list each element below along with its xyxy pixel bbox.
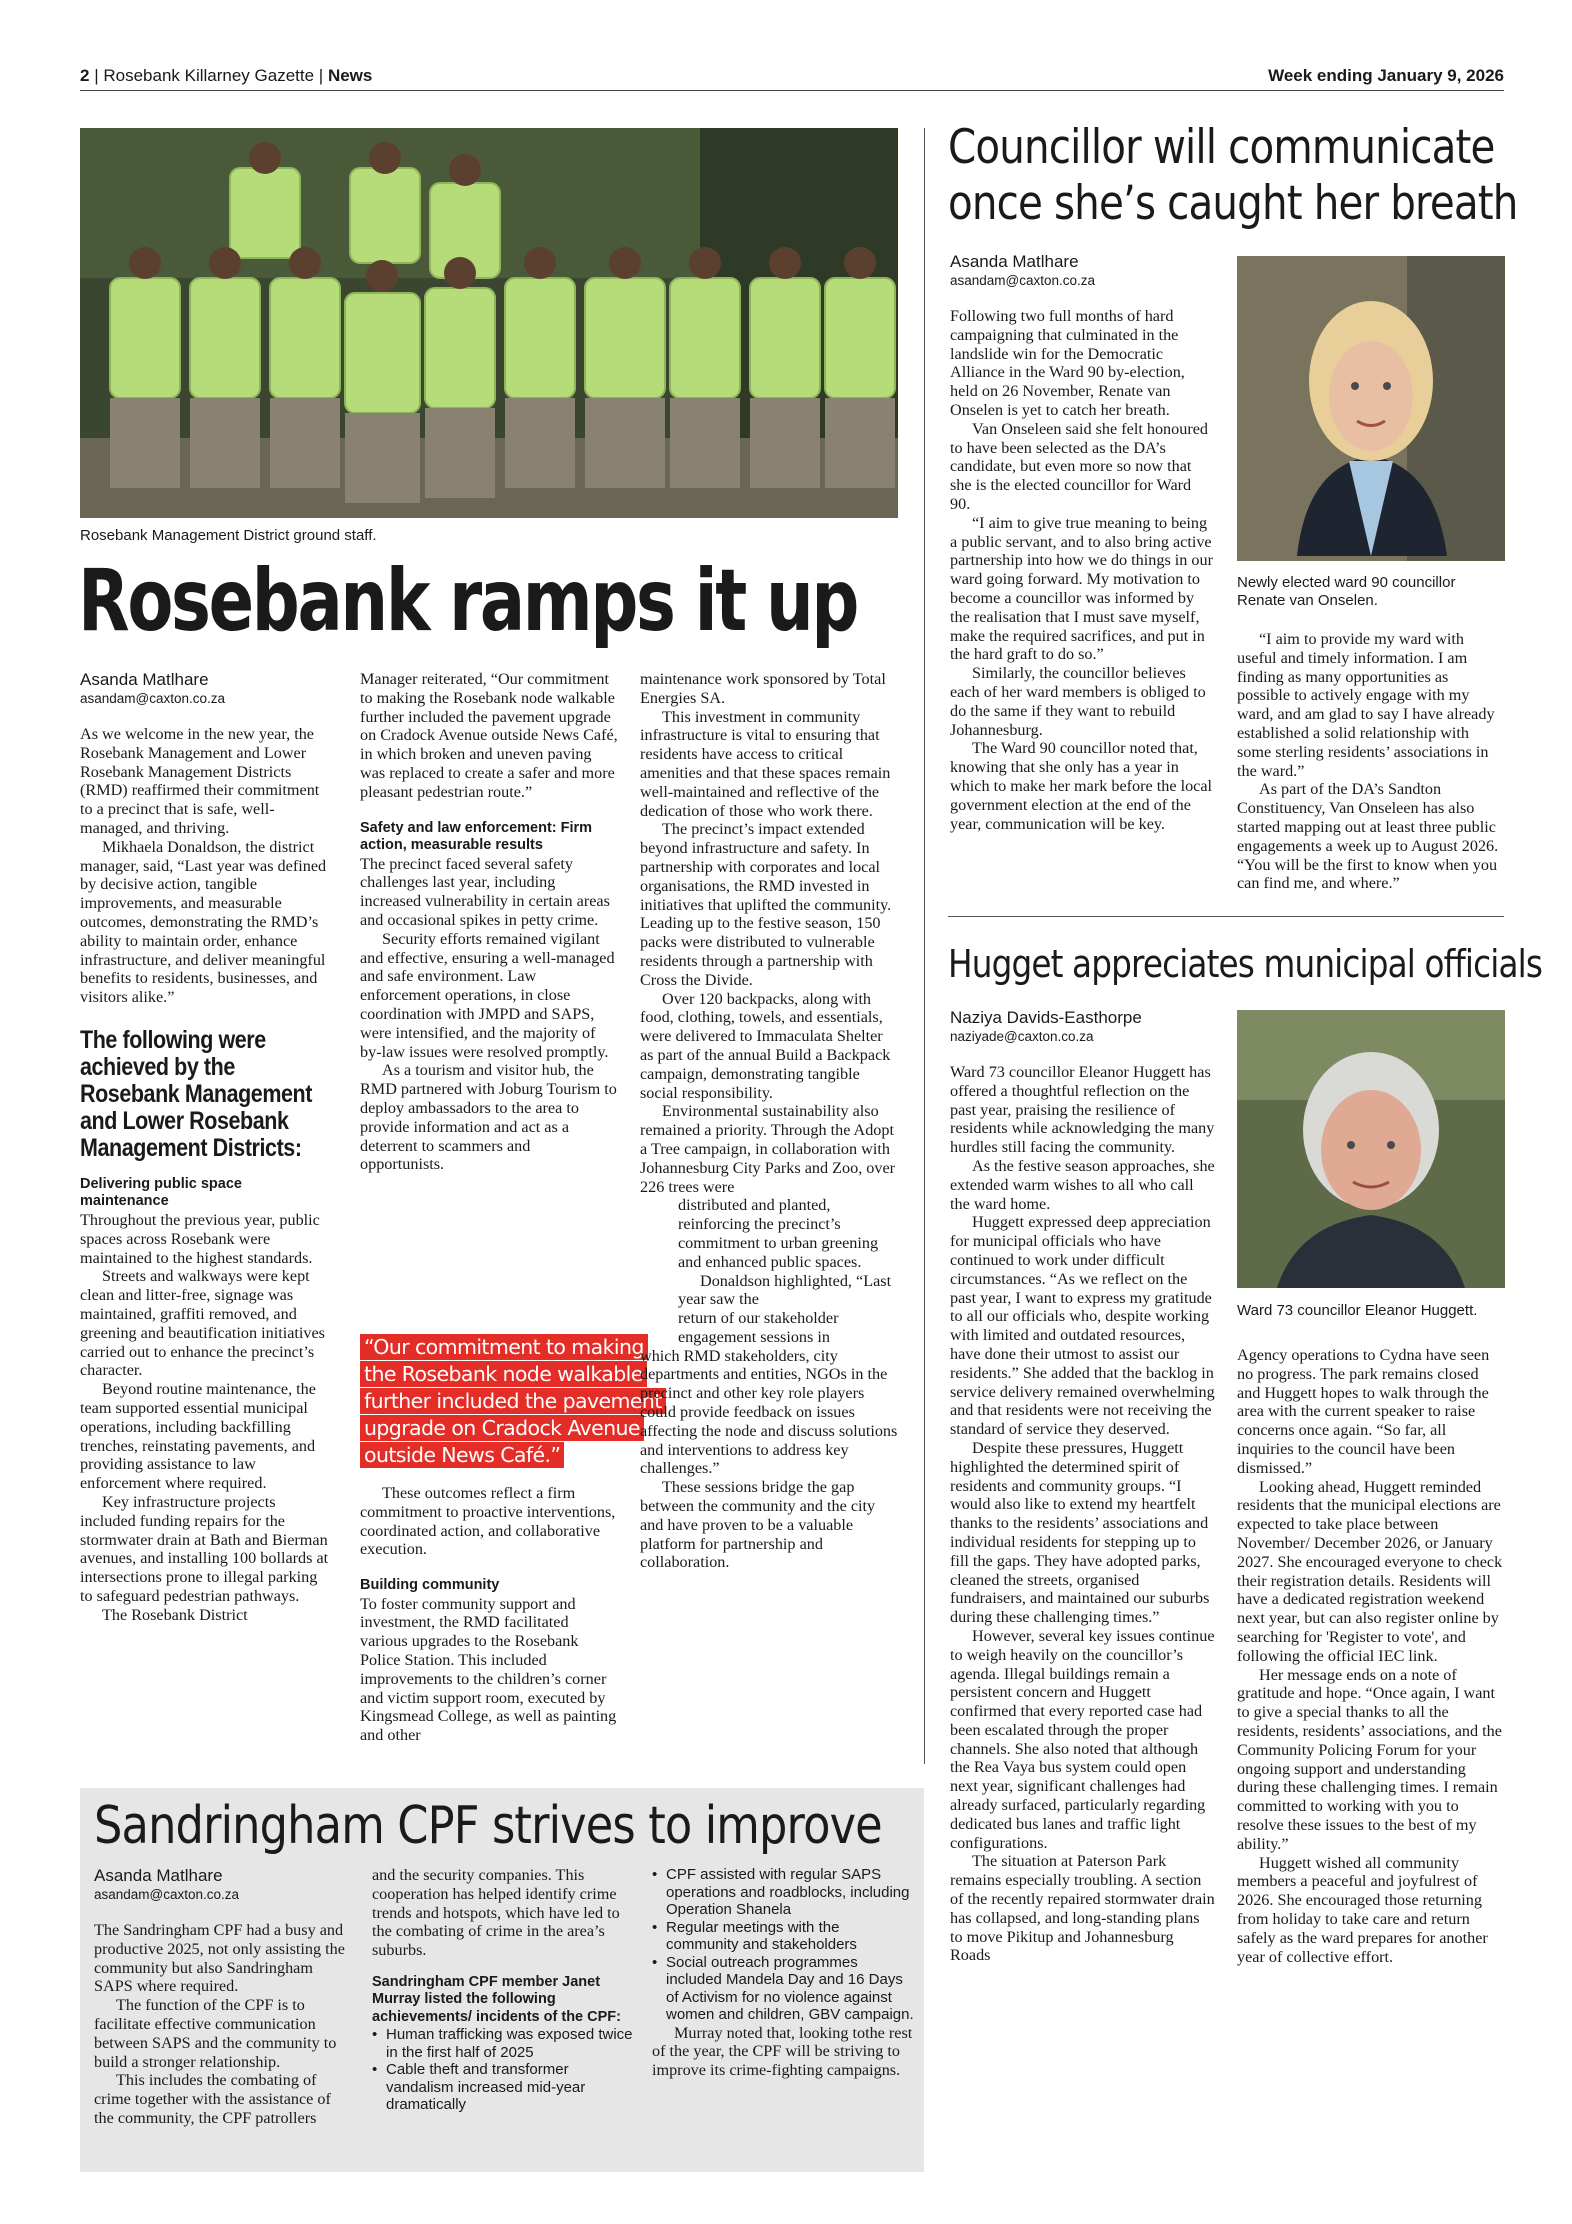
sandringham-column-2 (372, 1866, 634, 2114)
paragraph: Despite these pressures, Huggett highlighted the determined spirit of residents and community groups. “I would also like to extend my heartfelt thanks to the residents’ associations and individual residents for stepping up to fill the gaps. They have adopted parks, cleaned the streets, organised fundraisers, and maintained our suburbs during these challenging times.” (950, 1438, 1210, 1627)
paragraph: “I aim to provide my ward with useful and timely information. I am finding as many opportunities as possible to actively engage with my ward, and am glad to say I have already established a solid relationship with some sterling residents’ associations in the ward.” (1237, 630, 1495, 780)
paragraph: Similarly, the councillor believes each of her ward members is obliged to do the same if they want to rebuild Johannesburg. (950, 664, 1206, 739)
paragraph: However, several key issues continue to weigh heavily on the councillor’s agenda. Illegal buildings remain a persistent concern and Huggett confirmed that every reported case had been escalated through the proper channels. She also noted that although the Rea Vaya bus system could open next year, significant challenges had already surfaced, particularly regarding dedicated bus lanes and traffic light configurations. (950, 1626, 1215, 1852)
sandringham-email: asandam@caxton.co.za (94, 1887, 240, 1902)
rosebank-column-2-lower (360, 1484, 618, 1745)
renate-photo-caption: Newly elected ward 90 councillor Renate van Onselen. (1237, 574, 1456, 609)
rosebank-headline: Rosebank ramps it up (78, 551, 858, 651)
paragraph-line: return of our stakeholder (678, 1309, 839, 1328)
councillor-headline (948, 120, 1518, 232)
paragraph: “I aim to give true meaning to being a public servant, and to also bring active partnership into how we do things in our ward going forward. My motivation to become a councillor was informed by the realisation that I must save myself, make the required sacrifices, and put in the hard graft to do so.” (950, 513, 1214, 664)
huggett-email: naziyade@caxton.co.za (950, 1029, 1094, 1044)
rosebank-column-1 (80, 670, 332, 1624)
councillor-column-1 (950, 252, 1215, 833)
councillor-email: asandam@caxton.co.za (950, 273, 1096, 288)
paragraph: The function of the CPF is to facilitate effective communication between SAPS and the community to build a stronger relationship. (94, 1996, 337, 2071)
eleanor-portrait-photo (1237, 1010, 1505, 1288)
publication-name: Rosebank Killarney Gazette (103, 66, 315, 85)
headline-line-1: Councillor will communicate (948, 120, 1495, 175)
section-heading: Safety and law enforcement: Firm action, measurable results (360, 819, 593, 854)
paragraph: Throughout the previous year, public spaces across Rosebank were maintained to the highest standards. (80, 1210, 320, 1267)
section-heading: Delivering public space maintenance (80, 1175, 242, 1210)
paragraph-line: Donaldson highlighted, “Last year saw the (678, 1271, 892, 1309)
eleanor-photo-caption: Ward 73 councillor Eleanor Huggett. (1237, 1302, 1478, 1319)
page-number: 2 (80, 66, 90, 85)
article-divider (948, 916, 1504, 917)
header-rule (80, 90, 1504, 91)
ground-staff-photo (80, 128, 898, 518)
list-item: • CPF assisted with regular SAPS operations and roadblocks, including Operation Shanela (652, 1866, 914, 1919)
achievements-list-continued (652, 1866, 914, 2024)
paragraph: As a tourism and visitor hub, the RMD partnered with Joburg Tourism to deploy ambassadors to the area to provide information and act as a deterrent to scammers and opportunists. (360, 1061, 617, 1174)
councillor-author: Asanda Matlhare (950, 252, 1079, 271)
list-item: • Human trafficking was exposed twice in the first half of 2025 (372, 2026, 634, 2061)
sandringham-column-3 (652, 1866, 914, 2080)
paragraph: Her message ends on a note of gratitude and hope. “Once again, I want to give a special thanks to all the residents, residents’ associations, and the Community Policing Forum for your ongoing support and understanding during these challenging times. I remain committed to working with you to resolve these issues to the best of my ability.” (1237, 1665, 1502, 1853)
paragraph: The Rosebank District (102, 1605, 248, 1624)
pull-quote-text: “Our commitment to making the Rosebank node walkable further included the pavement upgrade on Cradock Avenue outside News Café.” (360, 1334, 666, 1468)
paragraph: As the festive season approaches, she extended warm wishes to all who call the ward home. (950, 1156, 1215, 1213)
paragraph: Huggett wished all community members a peaceful and joyfulrest of 2026. She encouraged those returning from holiday to take care and return safely as the ward prepares for another year of collective effort. (1237, 1853, 1488, 1966)
paragraph: To foster community support and investment, the RMD facilitated various upgrades to the Rosebank Police Station. This included improvements to the children’s corner and victim support room, executed by Kingsmead College, as well as painting and other (360, 1594, 617, 1745)
paragraph: These sessions bridge the gap between the community and the city and have proven to be a valuable platform for partnership and collaboration. (640, 1478, 876, 1572)
paragraph-line: engagement sessions in (678, 1327, 830, 1346)
paragraph: Huggett expressed deep appreciation for municipal officials who have continued to work under difficult circumstances. “As we reflect on the past year, I want to express my gratitude to all our officials who, despite working with limited and outdated resources, have done their utmost to assist our residents.” She added that the backlog in service delivery remained overwhelming and that residents were not receiving the standard of service they deserved. (950, 1213, 1215, 1439)
pull-quote (360, 1334, 680, 1469)
rosebank-author: Asanda Matlhare (80, 670, 209, 689)
renate-portrait-photo (1237, 256, 1505, 561)
rosebank-email: asandam@caxton.co.za (80, 691, 226, 706)
paragraph: Van Onseleen said she felt honoured to have been selected as the DA’s candidate, but even more so now that she is the elected councillor for Ward 90. (950, 419, 1208, 513)
paragraph: Looking ahead, Huggett reminded residents that the municipal elections are expected to take place between November/ December 2026, or January 2027. She encouraged everyone to check their registration details. Residents will have a dedicated registration weekend next year, but can also register online by searching for 'Register to vote', and following the official IEC link. (1237, 1477, 1503, 1665)
paragraph: Key infrastructure projects included funding repairs for the stormwater drain at Bath and Bierman avenues, and installing 100 bollards at intersections prone to illegal parking to safeguard pedestrian pathways. (80, 1492, 329, 1605)
huggett-column-2 (1237, 1346, 1505, 1966)
rosebank-column-2 (360, 670, 618, 1174)
paragraph: The precinct faced several safety challenges last year, including increased vulnerability in certain areas and occasional spikes in petty crime. (360, 854, 610, 929)
header-left: 2 | Rosebank Killarney Gazette | News (80, 66, 373, 85)
list-item: • Social outreach programmes included Mandela Day and 16 Days of Activism for no violence against women and children, GBV campaign. (652, 1954, 914, 2024)
paragraph: Over 120 backpacks, along with food, clothing, towels, and essentials, were delivered to Immaculata Shelter as part of the annual Build a Backpack campaign, demonstrating tangible social responsibility. (640, 989, 891, 1102)
paragraph: These outcomes reflect a firm commitment to proactive interventions, coordinated action, and collaborative execution. (360, 1484, 616, 1559)
paragraph: Streets and walkways were kept clean and litter-free, signage was maintained, graffiti removed, and greening and beautification initiatives carried out to enhance the precinct’s character. (80, 1267, 325, 1380)
paragraph: As part of the DA’s Sandton Constituency, Van Onseleen has also started mapping out at least three public engagements a week up to August 2026. “You will be the first to know when you can find me, and where.” (1237, 780, 1499, 893)
headline-line-2: once she’s caught her breath (948, 176, 1518, 231)
paragraph: Security efforts remained vigilant and effective, ensuring a well-managed and safe environment. Law enforcement operations, in close coordination with JMPD and SAPS, were intensified, and the majority of by-law issues were resolved promptly. (360, 929, 615, 1061)
section-heading: Sandringham CPF member Janet Murray listed the following achievements/ incidents of the CPF: (372, 1973, 621, 2025)
sandringham-column-1 (94, 1866, 352, 2128)
sandringham-headline: Sandringham CPF strives to improve (94, 1796, 882, 1856)
paragraph: Mikhaela Donaldson, the district manager, said, “Last year was defined by decisive action, tangible improvements, and measurable outcomes, demonstrating the RMD’s ability to maintain order, enhance infrastructure, and deliver meaningful benefits to residents, businesses, and visitors alike.” (80, 837, 327, 1007)
paragraph: Ward 73 councillor Eleanor Huggett has offered a thoughtful reflection on the past year, praising the resilience of residents while acknowledging the many hurdles still facing the community. (950, 1063, 1215, 1157)
list-item: • Cable theft and transformer vandalism increased mid-year dramatically (372, 2061, 634, 2114)
paragraph: Murray noted that, looking tothe rest of the year, the CPF will be striving to improve its crime-fighting campaigns. (652, 2023, 913, 2080)
rosebank-subhead: The following were achieved by the Rosebank Management and Lower Rosebank Management Districts: (80, 1025, 312, 1162)
list-item: • Regular meetings with the community and stakeholders (652, 1919, 914, 1954)
paragraph: The Sandringham CPF had a busy and productive 2025, not only assisting the community but also Sandringham SAPS where required. (94, 1921, 345, 1996)
paragraph: Agency operations to Cydna have seen no progress. The park remains closed and Huggett hopes to walk through the area with the current speaker to raise concerns once again. “So far, all inquiries to the council have been dismissed.” (1237, 1346, 1490, 1477)
paragraph: This investment in community infrastructure is vital to ensuring that residents have access to critical amenities and that these spaces remain well-maintained and reflective of the dedication of those who work there. (640, 707, 891, 820)
huggett-author: Naziya Davids-Easthorpe (950, 1008, 1142, 1027)
paragraph: distributed and planted, reinforcing the precinct’s commitment to urban greening and enhanced public spaces. (678, 1196, 879, 1271)
paragraph: The Ward 90 councillor noted that, knowing that she only has a year in which to make her mark before the local government election at the end of the year, communication will be key. (950, 739, 1213, 833)
section-name: News (327, 66, 373, 85)
paragraph: This includes the combating of crime together with the assistance of the community, the CPF patrollers (94, 2071, 331, 2127)
paragraph: Manager reiterated, “Our commitment to making the Rosebank node walkable further included the pavement upgrade on Cradock Avenue outside News Café, in which broken and uneven paving was replaced to create a safer and more pleasant pedestrian route.” (360, 670, 618, 801)
staff-photo-caption: Rosebank Management District ground staff. (80, 527, 377, 544)
sandringham-author: Asanda Matlhare (94, 1866, 223, 1885)
page-header (80, 64, 1504, 88)
rosebank-column-3 (640, 670, 900, 1572)
councillor-column-2 (1237, 630, 1505, 893)
issue-date: Week ending January 9, 2026 (1268, 66, 1504, 85)
paragraph: The precinct’s impact extended beyond infrastructure and safety. In partnership with corporates and local organisations, the RMD invested in initiatives that uplifted the community. Leading up to the festive season, 150 packs were distributed to vulnerable residents through a partnership with Cross the Divide. (640, 820, 892, 989)
paragraph: Following two full months of hard campaigning that culminated in the landslide win for the Democratic Alliance in the Ward 90 by-election, held on 26 November, Renate van Onselen is yet to catch her breath. (950, 307, 1185, 419)
column-divider (924, 128, 925, 1764)
paragraph: As we welcome in the new year, the Rosebank Management and Lower Rosebank Management Districts (RMD) reaffirmed their commitment to a precinct that is safe, well-managed, and thriving. (80, 725, 320, 837)
huggett-headline: Hugget appreciates municipal officials (948, 942, 1543, 986)
achievements-list (372, 2026, 634, 2114)
section-heading: Building community (360, 1577, 500, 1594)
huggett-column-1 (950, 1008, 1215, 1965)
paragraph: maintenance work sponsored by Total Energies SA. (640, 670, 886, 707)
paragraph: which RMD stakeholders, city departments and entities, NGOs in the precinct and other key role players could provide feedback on issues affecting the node and discuss solutions and interventions to address key challenges.” (640, 1346, 898, 1478)
paragraph: The situation at Paterson Park remains especially troubling. A section of the recently repaired stormwater drain has collapsed, and long-standing plans to move Pikitup and Johannesburg Roads (950, 1852, 1215, 1965)
paragraph: and the security companies. This cooperation has helped identify crime trends and hotspots, which have led to the combating of crime in the area’s suburbs. (372, 1866, 620, 1960)
paragraph: Beyond routine maintenance, the team supported essential municipal operations, including backfilling trenches, reinstating pavements, and providing assistance to law enforcement where required. (80, 1380, 316, 1493)
paragraph: Environmental sustainability also remained a priority. Through the Adopt a Tree campaign, in collaboration with Johannesburg City Parks and Zoo, over 226 trees were (640, 1102, 896, 1196)
